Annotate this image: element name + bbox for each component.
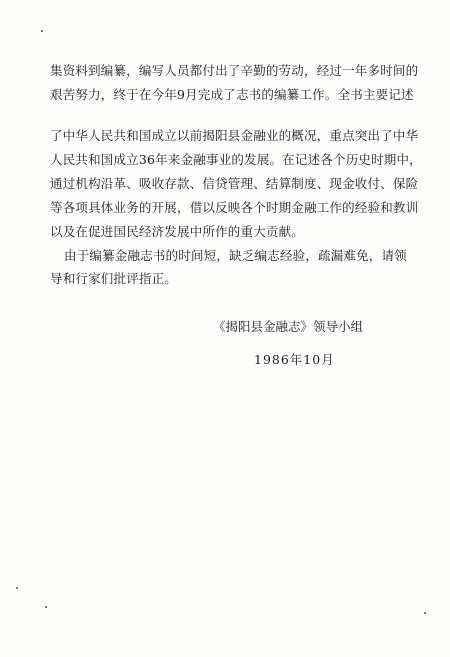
- scan-speck: [45, 606, 47, 608]
- scan-speck: [41, 30, 43, 32]
- signature-organization: 《揭阳县金融志》领导小组: [213, 319, 364, 334]
- body-line-6: 等各项具体业务的开展，借以反映各个时期金融工作的经验和教训: [50, 200, 419, 215]
- body-line-9: 导和行家们批评指正。: [50, 271, 178, 286]
- body-line-4: 人民共和国成立36年来金融事业的发展。在记述各个历史时期中，: [50, 152, 422, 167]
- body-line-7: 以及在促进国民经济发展中所作的重大贡献。: [50, 224, 305, 239]
- body-line-8: 由于编纂金融志书的时间短，缺乏编志经验，疏漏难免，请领: [64, 248, 407, 263]
- body-line-2: 艰苦努力，终于在今年9月完成了志书的编纂工作。全书主要记述: [50, 87, 414, 102]
- scan-speck: [16, 587, 18, 589]
- scan-speck: [424, 612, 426, 614]
- body-line-3: 了中华人民共和国成立以前揭阳县金融业的概况，重点突出了中华: [50, 128, 419, 143]
- signature-date: 1986年10月: [254, 352, 335, 367]
- body-line-5: 通过机构沿革、吸收存款、信贷管理、结算制度、现金收付、保险: [50, 176, 419, 191]
- body-line-1: 集资料到编纂，编写人员都付出了辛勤的劳动，经过一年多时间的: [50, 63, 419, 78]
